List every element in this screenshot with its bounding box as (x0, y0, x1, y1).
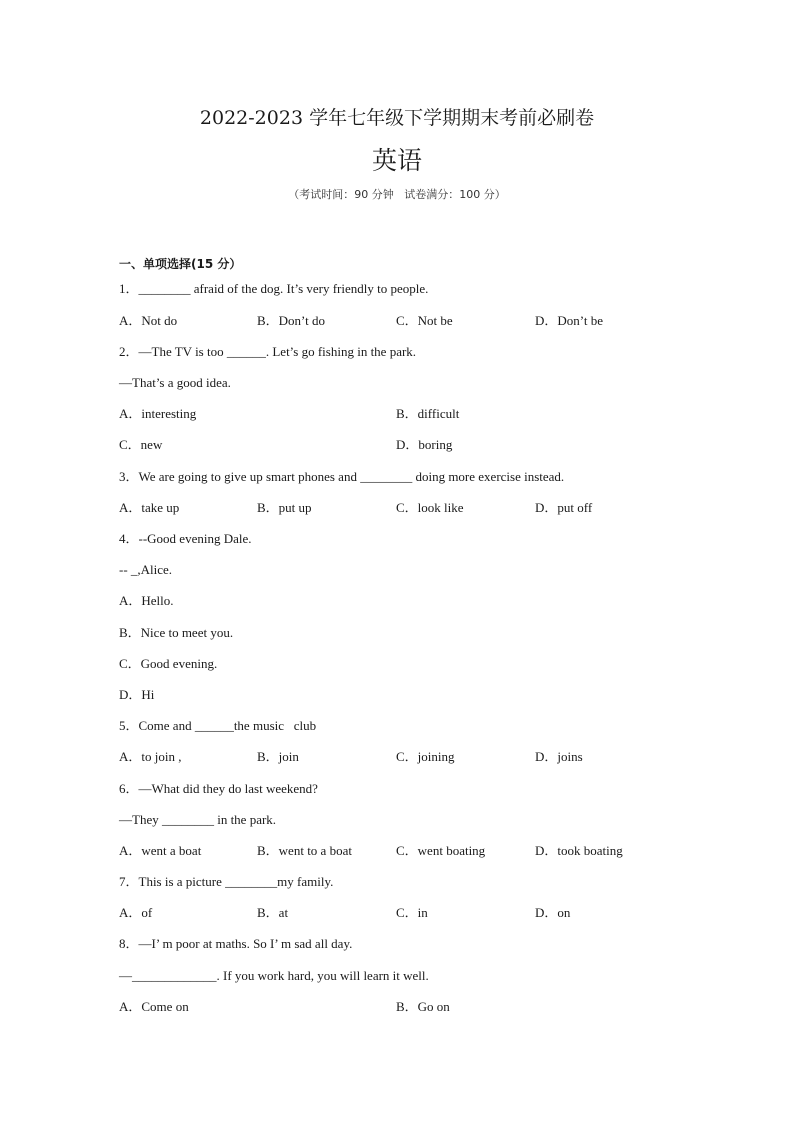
option-b[interactable]: B．Don’t do (257, 313, 326, 328)
question-stem: 5．Come and ______the music club (119, 718, 317, 733)
option-c[interactable]: C．went boating (396, 843, 486, 858)
option-b[interactable]: B．Go on (396, 999, 450, 1014)
exam-title: 2022-2023 学年七年级下学期期末考前必刷卷 (199, 107, 595, 129)
option-c[interactable]: C．Good evening. (119, 656, 218, 671)
option-a[interactable]: A．take up (119, 500, 180, 515)
option-a[interactable]: A．to join , (119, 749, 182, 764)
option-c[interactable]: C．look like (396, 500, 464, 515)
option-a[interactable]: A．Not do (119, 313, 178, 328)
option-c[interactable]: C．joining (396, 749, 455, 764)
option-a[interactable]: A．Hello. (119, 593, 174, 608)
option-d[interactable]: D．took boating (535, 843, 623, 858)
section-title: 一、单项选择(15 分） (119, 257, 242, 271)
question-stem: 2．—The TV is too ______. Let’s go fishing in the park. (119, 344, 417, 359)
option-d[interactable]: D．put off (535, 500, 593, 515)
option-c[interactable]: C．in (396, 905, 428, 920)
option-b[interactable]: B．Nice to meet you. (119, 625, 234, 640)
option-d[interactable]: D．Hi (119, 687, 155, 702)
option-c[interactable]: C．new (119, 437, 163, 452)
question-stem: 1．________ afraid of the dog. It’s very friendly to people. (119, 281, 429, 296)
option-b[interactable]: B．join (257, 749, 299, 764)
question-stem: 6．—What did they do last weekend? (119, 781, 318, 796)
question-stem: 4．--Good evening Dale. (119, 531, 252, 546)
option-d[interactable]: D．Don’t be (535, 313, 604, 328)
question-stem: 7．This is a picture ________my family. (119, 874, 334, 889)
question-stem-line2: —That’s a good idea. (119, 375, 231, 390)
option-d[interactable]: D．on (535, 905, 571, 920)
option-a[interactable]: A．went a boat (119, 843, 202, 858)
option-a[interactable]: A．Come on (119, 999, 189, 1014)
question-stem: 3．We are going to give up smart phones and ________ doing more exercise instead. (119, 469, 565, 484)
option-c[interactable]: C．Not be (396, 313, 453, 328)
option-b[interactable]: B．difficult (396, 406, 460, 421)
option-b[interactable]: B．at (257, 905, 289, 920)
subject-title: 英语 (371, 146, 422, 175)
option-a[interactable]: A．interesting (119, 406, 197, 421)
option-a[interactable]: A．of (119, 905, 153, 920)
option-d[interactable]: D．boring (396, 437, 453, 452)
question-stem-line2: —They ________ in the park. (119, 812, 277, 827)
option-d[interactable]: D．joins (535, 749, 583, 764)
option-b[interactable]: B．put up (257, 500, 312, 515)
option-b[interactable]: B．went to a boat (257, 843, 352, 858)
question-stem-line2: —_____________. If you work hard, you will learn it well. (119, 968, 429, 983)
question-stem-line2: -- _,Alice. (119, 562, 173, 577)
exam-info: （考试时间：90 分钟 试卷满分：100 分） (288, 188, 506, 201)
question-stem: 8．—I’ m poor at maths. So I’ m sad all day. (119, 936, 353, 951)
